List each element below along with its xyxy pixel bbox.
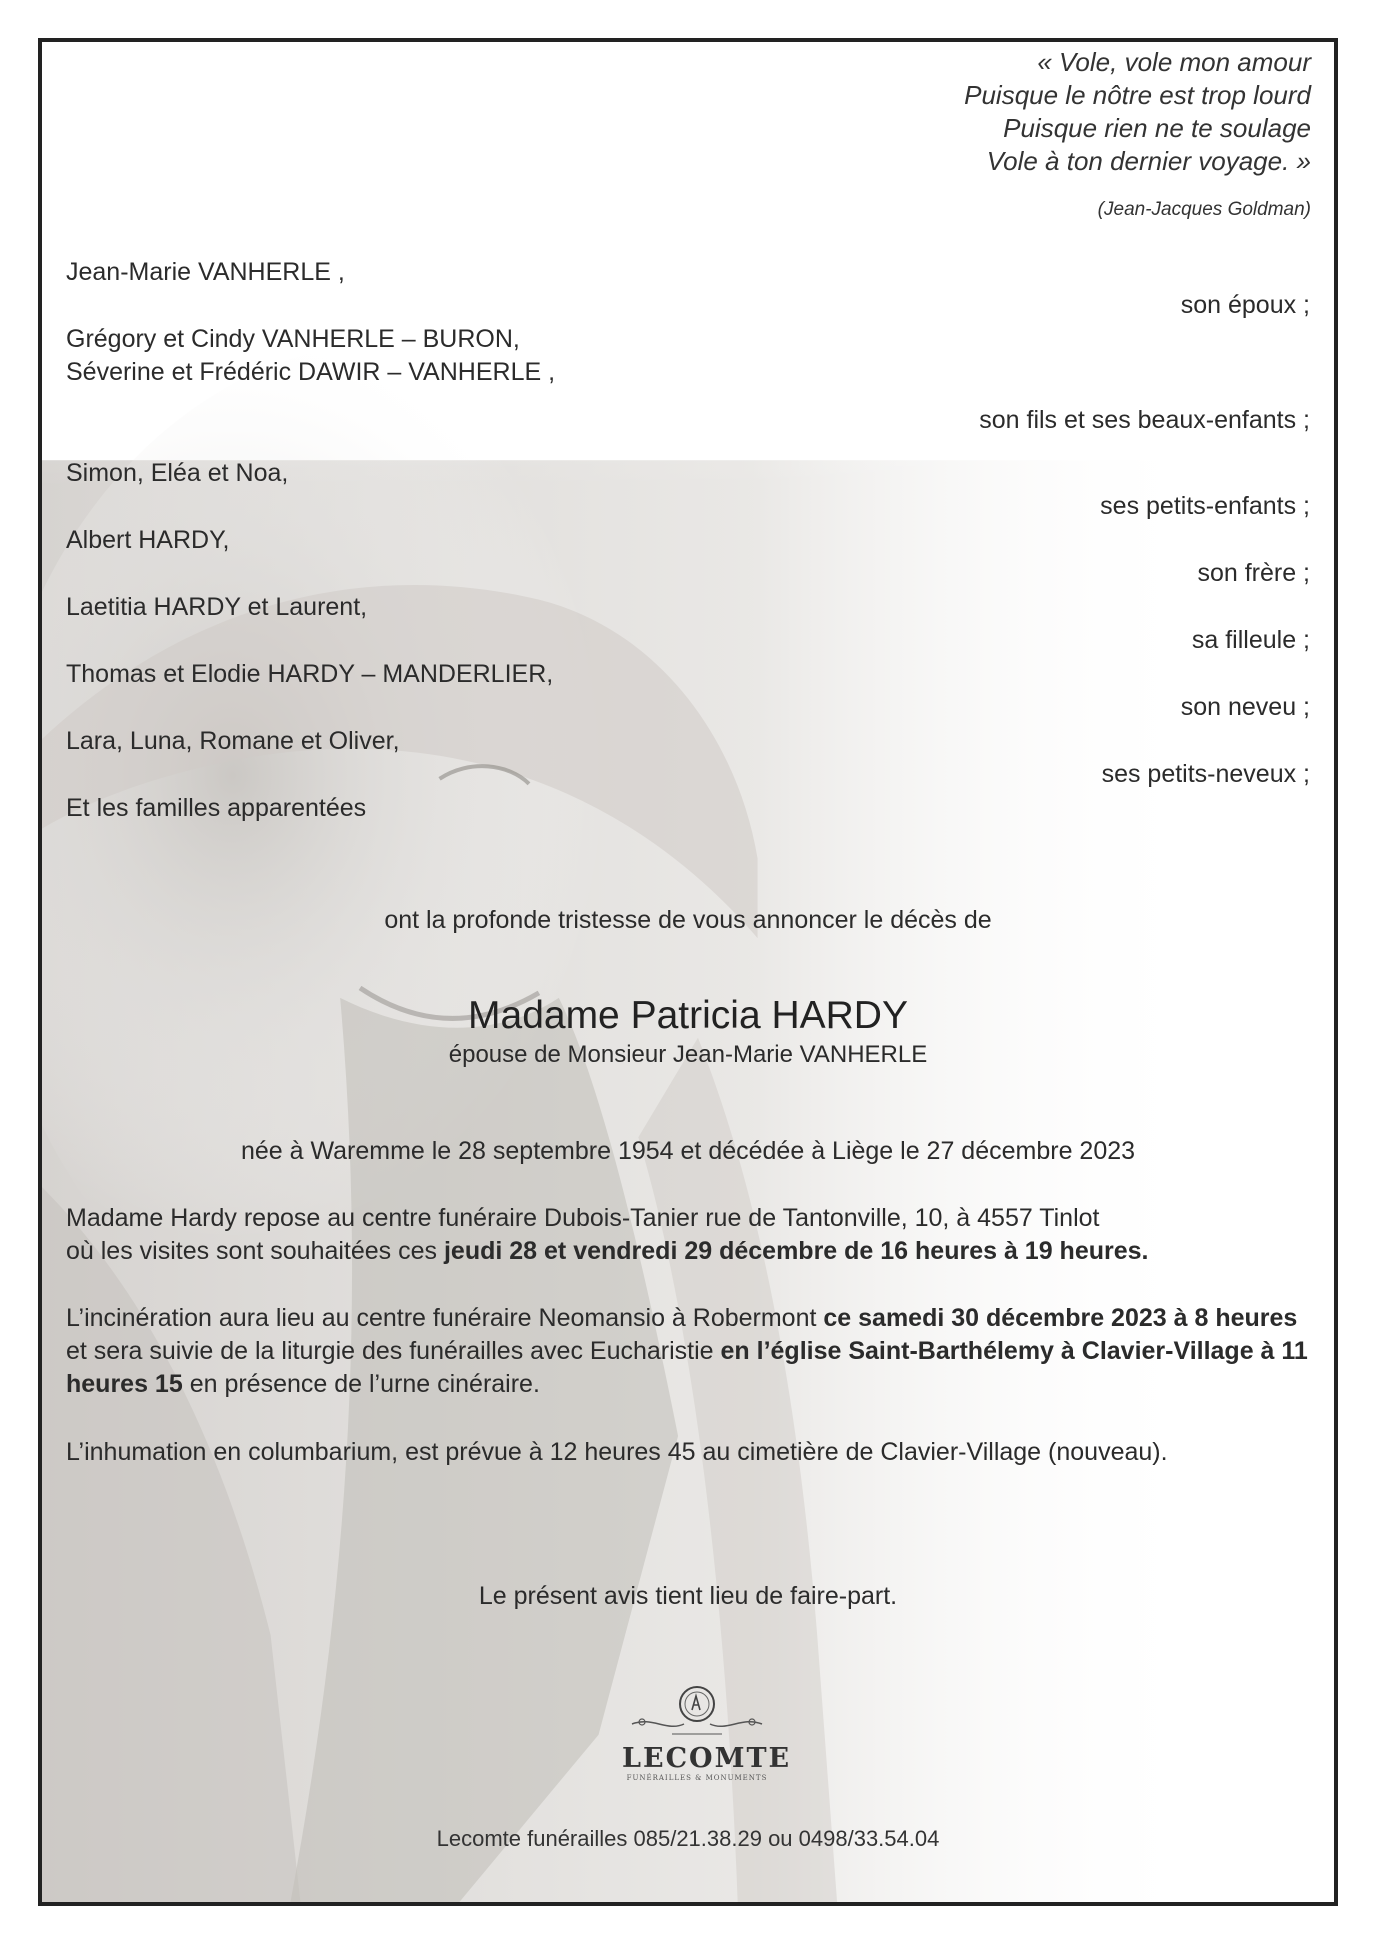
family-relation: sa filleule ;	[1191, 626, 1310, 654]
visitation-text: Madame Hardy repose au centre funéraire Dubois-Tanier rue de Tantonville, 10, à 4557 Tinlot	[66, 1204, 1100, 1232]
family-relation: ses petits-neveux ;	[1101, 760, 1310, 788]
cremation-text: et sera suivie de la liturgie des funérailles avec Eucharistie	[66, 1337, 721, 1365]
family-relation: ses petits-enfants ;	[1100, 492, 1310, 520]
poem-line: Puisque le nôtre est trop lourd	[964, 80, 1311, 110]
deceased-name: Madame Patricia HARDY	[468, 994, 908, 1037]
obituary-content	[42, 42, 1334, 1902]
church-service: en l’église Saint-Barthélemy à Clavier-Village à 11 heures 15	[66, 1337, 1308, 1398]
notice-text: Le présent avis tient lieu de faire-part.	[478, 1582, 898, 1610]
cremation-text: L’incinération aura lieu au centre funéraire Neomansio à Robermont	[66, 1304, 824, 1332]
visitation-text: où les visites sont souhaitées ces	[66, 1237, 444, 1265]
family-name: Lara, Luna, Romane et Oliver,	[66, 727, 400, 755]
family-name: Albert HARDY,	[66, 526, 230, 554]
cremation-date: ce samedi 30 décembre 2023 à 8 heures	[823, 1304, 1298, 1332]
family-name: Thomas et Elodie HARDY – MANDERLIER,	[66, 660, 554, 688]
document-frame	[38, 38, 1338, 1906]
poem-line: « Vole, vole mon amour	[1037, 47, 1311, 77]
logo-tagline: FUNÉRAILLES & MONUMENTS	[626, 1774, 768, 1782]
birth-death-dates: née à Waremme le 28 septembre 1954 et décédée à Liège le 27 décembre 2023	[240, 1137, 1136, 1165]
poem-line: Puisque rien ne te soulage	[1003, 113, 1311, 143]
cremation-text: en présence de l’urne cinéraire.	[182, 1370, 540, 1398]
family-name: Jean-Marie VANHERLE ,	[66, 258, 345, 286]
cremation-paragraph	[66, 1302, 1310, 1401]
visitation-dates: jeudi 28 et vendredi 29 décembre de 16 heures à 19 heures.	[443, 1237, 1149, 1265]
deceased-spouse: épouse de Monsieur Jean-Marie VANHERLE	[448, 1041, 928, 1068]
lecomte-logo	[622, 1676, 792, 1786]
visitation-paragraph	[66, 1202, 1310, 1268]
poem-quote	[964, 46, 1311, 222]
logo-brand: LECOMTE	[622, 1743, 792, 1774]
footer-contact: Lecomte funérailles 085/21.38.29 ou 0498/33.54.04	[436, 1826, 940, 1851]
logo-emblem-icon	[622, 1676, 772, 1738]
family-name: Laetitia HARDY et Laurent,	[66, 593, 368, 621]
family-name: Simon, Eléa et Noa,	[66, 459, 289, 487]
announcement: ont la profonde tristesse de vous annoncer le décès de	[384, 906, 992, 934]
burial-paragraph: L’inhumation en columbarium, est prévue à 12 heures 45 au cimetière de Clavier-Village (nouveau).	[66, 1438, 1168, 1466]
family-relation: son neveu ;	[1180, 693, 1310, 721]
family-relation: son époux ;	[1180, 291, 1310, 319]
family-relation: son frère ;	[1197, 559, 1310, 587]
family-name: Et les familles apparentées	[66, 794, 367, 822]
poem-line: Vole à ton dernier voyage. »	[986, 146, 1311, 176]
family-relation: son fils et ses beaux-enfants ;	[979, 406, 1310, 434]
family-name: Séverine et Frédéric DAWIR – VANHERLE ,	[66, 358, 556, 386]
family-name: Grégory et Cindy VANHERLE – BURON,	[66, 325, 520, 353]
poem-author: (Jean-Jacques Goldman)	[1097, 199, 1311, 220]
